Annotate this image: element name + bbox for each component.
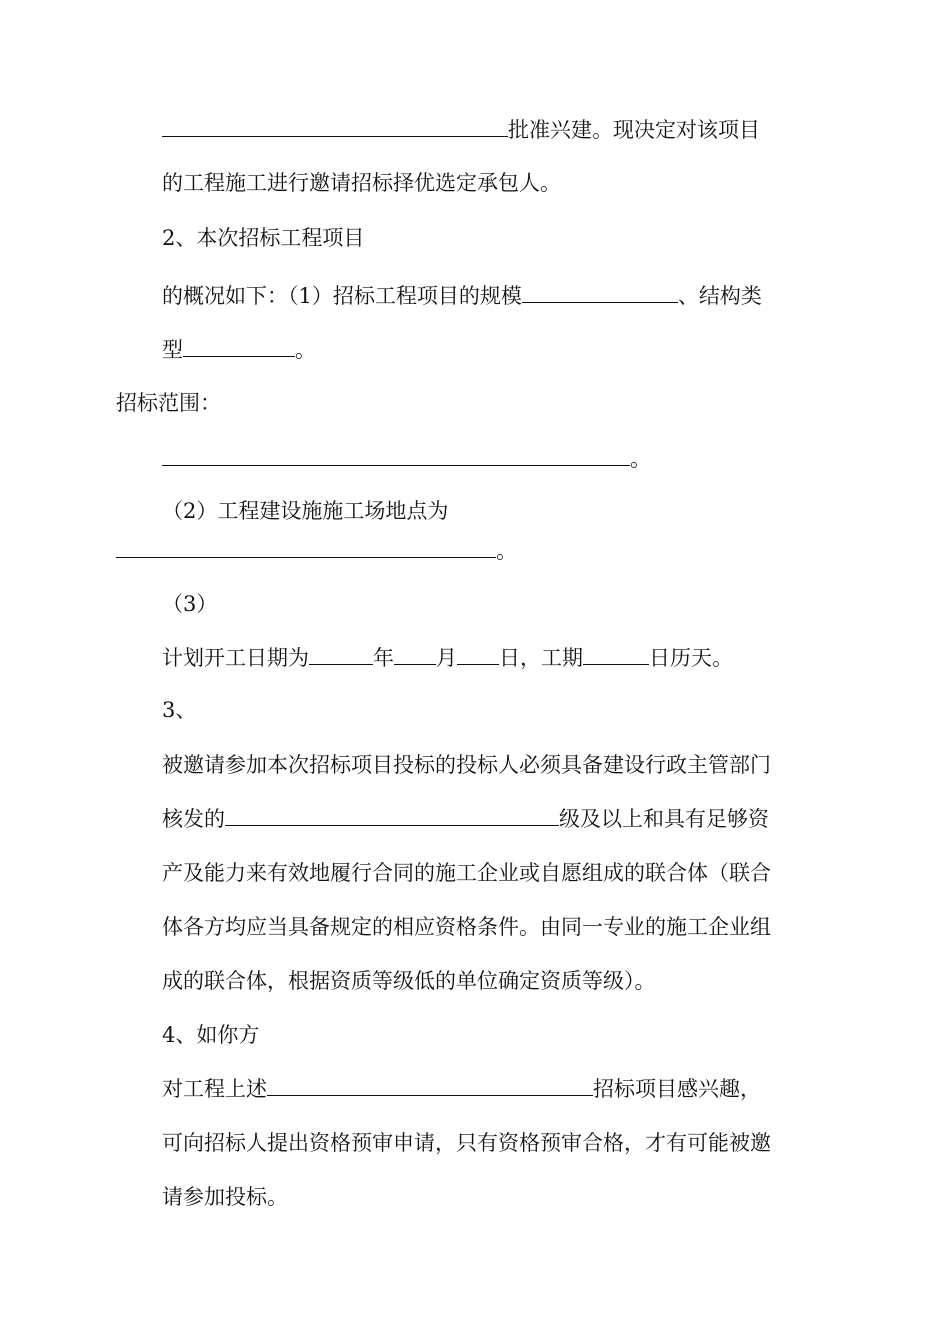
- fill-blank-project-name[interactable]: [267, 1075, 593, 1096]
- paragraph-line: 请参加投标。: [162, 1185, 288, 1209]
- paragraph-line: [162, 336, 316, 364]
- label-bid-scope: 招标范围：: [116, 391, 221, 415]
- section-heading-4: 4、如你方: [162, 1023, 260, 1047]
- paragraph-line: （3）: [162, 592, 218, 616]
- text-segment: 、结构类: [677, 284, 762, 308]
- text-segment: 对工程上述: [162, 1077, 267, 1101]
- fill-blank-structure-type[interactable]: [183, 336, 295, 357]
- paragraph-line: [162, 282, 762, 310]
- text-segment: 级及以上和具有足够资: [559, 807, 769, 831]
- text-segment: 招标项目感兴趣，: [593, 1077, 761, 1101]
- paragraph-line: [162, 644, 733, 672]
- fill-blank-scale[interactable]: [522, 282, 678, 303]
- paragraph-line: （2）工程建设施施工场地点为: [162, 499, 449, 523]
- text-segment: 的概况如下：（1）招标工程项目的规模: [162, 284, 522, 308]
- fill-blank-qualification-grade[interactable]: [225, 805, 559, 826]
- paragraph-line: [162, 805, 769, 833]
- paragraph-line: 产及能力来有效地履行合同的施工企业或自愿组成的联合体（联合: [162, 861, 771, 885]
- paragraph-line: [116, 537, 517, 565]
- paragraph-line: 成的联合体，根据资质等级低的单位确定资质等级）。: [162, 969, 656, 993]
- text-segment: 月: [436, 646, 457, 670]
- paragraph-line: 被邀请参加本次招标项目投标的投标人必须具备建设行政主管部门: [162, 753, 771, 777]
- section-heading-3: 3、: [162, 698, 197, 722]
- fill-blank-year[interactable]: [309, 644, 373, 665]
- paragraph-line: [162, 116, 760, 144]
- text-segment: 计划开工日期为: [162, 646, 309, 670]
- text-segment: 型: [162, 338, 183, 362]
- fill-blank-approval[interactable]: [162, 116, 508, 137]
- text-segment: 批准兴建。现决定对该项目: [508, 118, 760, 142]
- text-segment: 核发的: [162, 807, 225, 831]
- fill-blank-bid-scope[interactable]: [162, 445, 630, 466]
- fill-blank-month[interactable]: [394, 644, 436, 665]
- fill-blank-duration[interactable]: [583, 644, 649, 665]
- fill-blank-site-location[interactable]: [116, 537, 496, 558]
- paragraph-line: [162, 445, 651, 473]
- section-heading-2: 2、本次招标工程项目: [162, 226, 365, 250]
- text-segment: 年: [373, 646, 394, 670]
- text-segment: 。: [496, 539, 517, 563]
- text-segment: 日，工期: [499, 646, 583, 670]
- paragraph-line: [162, 1075, 761, 1103]
- paragraph-line: 可向招标人提出资格预审申请，只有资格预审合格，才有可能被邀: [162, 1131, 771, 1155]
- text-segment: 日历天。: [649, 646, 733, 670]
- fill-blank-day[interactable]: [457, 644, 499, 665]
- text-segment: 。: [630, 447, 651, 471]
- paragraph-line: 体各方均应当具备规定的相应资格条件。由同一专业的施工企业组: [162, 915, 771, 939]
- text-segment: 。: [295, 338, 316, 362]
- paragraph-line: 的工程施工进行邀请招标择优选定承包人。: [162, 171, 561, 195]
